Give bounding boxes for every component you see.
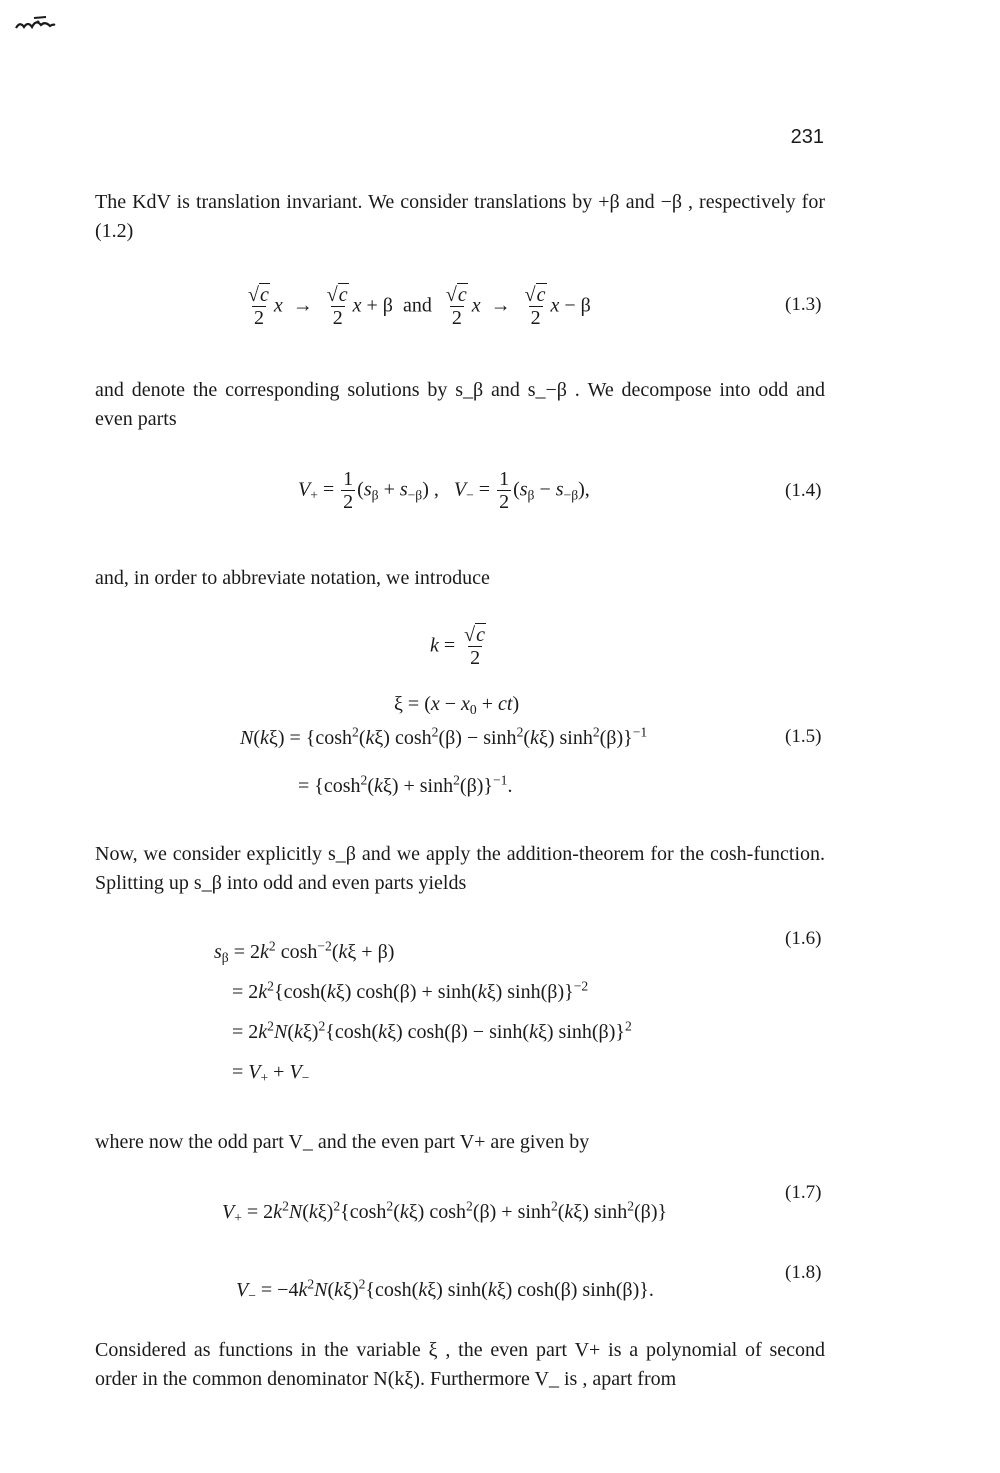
equation-number-1-8: (1.8) [785, 1262, 822, 1283]
equation-1-3: $\frac{√c}{2}$ x → $\frac{√c}{2}$ x + β and $\frac{√c}{2}$ x → $\frac{√c}{2}$ x − β [248, 284, 591, 329]
paragraph-6-text: Considered as functions in the variable ξ , the even part V+ is a polynomial of second order in the common denominator N(kξ). Furthermore V_ is , apart from [95, 1339, 825, 1390]
paragraph-1-text: The KdV is translation invariant. We consider translations by +β and −β , respectively for (1.2) [95, 191, 825, 242]
equation-1-5-xi: $\xi = (x - x_0 + ct)$ [394, 693, 520, 718]
equation-1-6-line-4: = $V_+ + V_-$ [232, 1061, 310, 1086]
equation-1-8: $V_- = -4k^2N(k\xi)^2\{\cosh(k\xi)$ sinh(kξ) cosh(β) sinh(β)}. [236, 1276, 654, 1304]
equation-number-1-6: (1.6) [785, 928, 822, 949]
equation-1-5-n: $N(k\xi) = \{\cosh^2(k\xi) \cosh^2(\beta) - \sinh^2(k\xi)$ $\sinh^2(\beta)\}^{-1}$ [240, 724, 648, 749]
paragraph-3 [95, 564, 825, 593]
paragraph-1 [95, 188, 825, 246]
equation-1-5-n-simplified: = $\{\cosh^2(k\xi) + \sinh^2(\beta)\}^{-1}$. [298, 772, 513, 797]
equation-1-4: $V_+$ = $\frac{1}{2}$ $(s_\beta + s_{-\beta})$ , $V_-$ = $\frac{1}{2}$ $(s_\beta - s_{-\beta})$, [298, 468, 590, 513]
equation-number-1-7: (1.7) [785, 1182, 822, 1203]
paragraph-5 [95, 1128, 825, 1157]
page-number: 231 [790, 126, 824, 148]
equation-number-1-4: (1.4) [785, 480, 822, 501]
equation-1-7: $V_+ = 2k^2N(k\xi)^2\{\cosh^2(k\xi) \cosh^2(\beta) + \sinh^2(k\xi)$ $\sinh^2(\beta)$} [222, 1198, 668, 1226]
paragraph-4-text: Now, we consider explicitly s_β and we apply the addition-theorem for the cosh-function. Splitting up s_β into odd and even parts yields [95, 843, 825, 894]
paragraph-6 [95, 1336, 825, 1394]
equation-1-6-line-3: = $2k^2N(k\xi)^2\{\cosh(k\xi) \cosh(\beta) - \sinh(k\xi)$ sinh(β)}$^2$ [232, 1018, 632, 1043]
equation-number-1-3: (1.3) [785, 294, 822, 315]
paragraph-4 [95, 840, 825, 898]
paragraph-5-text: where now the odd part V_ and the even part V+ are given by [95, 1131, 590, 1153]
equation-1-5-k: k = $\frac{√c}{2}$ [430, 624, 486, 669]
equation-1-6-line-1: $s_\beta = 2k^2$ $\cosh^{-2}(k\xi + \beta)$ [214, 938, 395, 966]
paragraph-2 [95, 376, 825, 434]
printer-ornament-icon [14, 12, 56, 34]
paragraph-3-text: and, in order to abbreviate notation, we introduce [95, 567, 490, 589]
equation-1-6-line-2: = $2k^2\{\cosh(k\xi) \cosh(\beta) + \sinh(k\xi)$ sinh(β)}$^{-2}$ [232, 978, 589, 1003]
paragraph-2-text: and denote the corresponding solutions by s_β and s_−β . We decompose into odd and even parts [95, 379, 825, 430]
equation-number-1-5: (1.5) [785, 726, 822, 747]
